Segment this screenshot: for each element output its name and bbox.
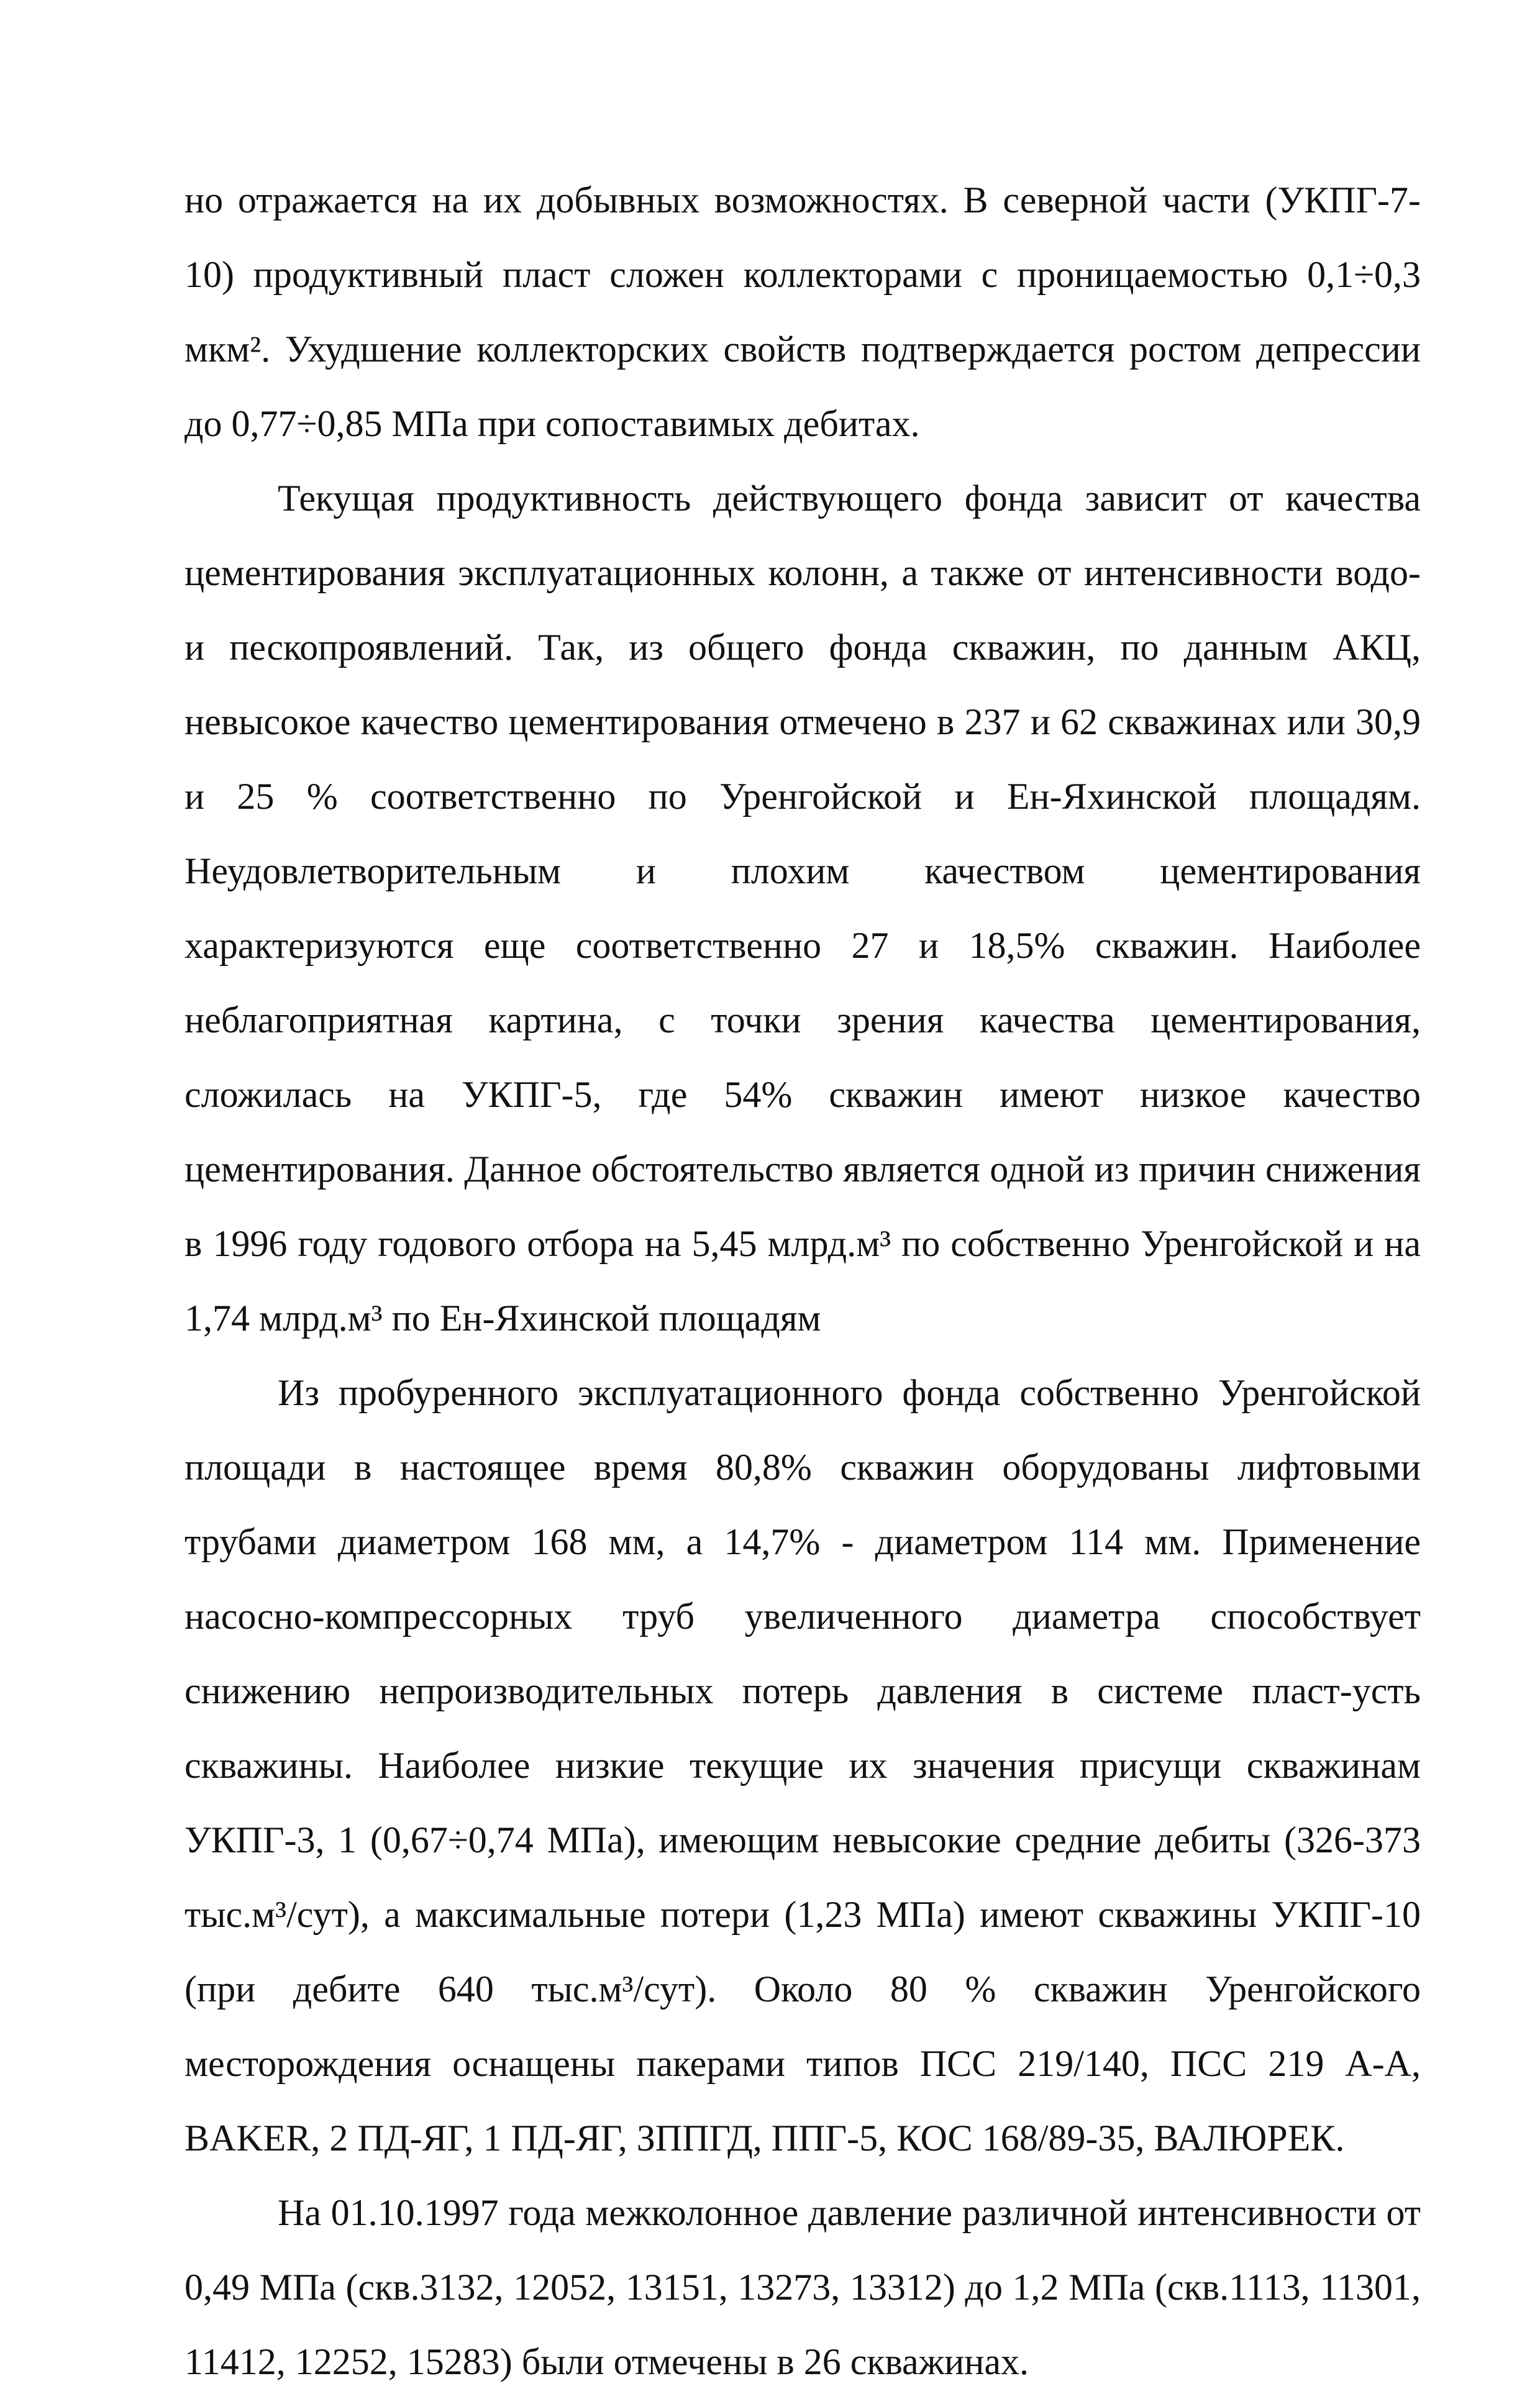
- paragraph-3: Из пробуренного эксплуатационного фонда собственно Уренгойской площади в настоящее время 80,8% скважин оборудованы лифтовыми трубами диаметром 168 мм, а 14,7% - диаметром 114 мм. Применение насосно-компрессорных труб увеличенного диаметра способствует снижению непроизводительных потерь давления в системе пласт-усть скважины. Наиболее низкие текущие их значения присущи скважинам УКПГ-3, 1 (0,67÷0,74 МПа), имеющим невысокие средние дебиты (326-373 тыс.м³/сут), а максимальные потери (1,23 МПа) имеют скважины УКПГ-10 (при дебите 640 тыс.м³/сут). Около 80 % скважин Уренгойского месторождения оснащены пакерами типов ПСС 219/140, ПСС 219 А-А, BAKER, 2 ПД-ЯГ, 1 ПД-ЯГ, ЗППГД, ППГ-5, КОС 168/89-35, ВАЛЮРЕК.: [185, 1372, 1421, 2159]
- paragraph-1: но отражается на их добывных возможностях. В северной части (УКПГ-7-10) продуктивный пласт сложен коллекторами с проницаемостью 0,1÷0,3 мкм². Ухудшение коллекторских свойств подтверждается ростом депрессии до 0,77÷0,85 МПа при сопоставимых дебитах.: [185, 180, 1421, 444]
- paragraph-4: На 01.10.1997 года межколонное давление различной интенсивности от 0,49 МПа (скв.3132, 12052, 13151, 13273, 13312) до 1,2 МПа (скв.1113, 11301, 11412, 12252, 15283) были отмечены в 26 скважинах.: [185, 2192, 1421, 2382]
- body-text: [185, 163, 1421, 2399]
- paragraph-2: Текущая продуктивность действующего фонда зависит от качества цементирования эксплуатационных колонн, а также от интенсивности водо- и пескопроявлений. Так, из общего фонда скважин, по данным АКЦ, невысокое качество цементирования отмечено в 237 и 62 скважинах или 30,9 и 25 % соответственно по Уренгойской и Ен-Яхинской площадям. Неудовлетворительным и плохим качеством цементирования характеризуются еще соответственно 27 и 18,5% скважин. Наиболее неблагоприятная картина, с точки зрения качества цементирования, сложилась на УКПГ-5, где 54% скважин имеют низкое качество цементирования. Данное обстоятельство является одной из причин снижения в 1996 году годового отбора на 5,45 млрд.м³ по собственно Уренгойской и на 1,74 млрд.м³ по Ен-Яхинской площадям: [185, 478, 1421, 1339]
